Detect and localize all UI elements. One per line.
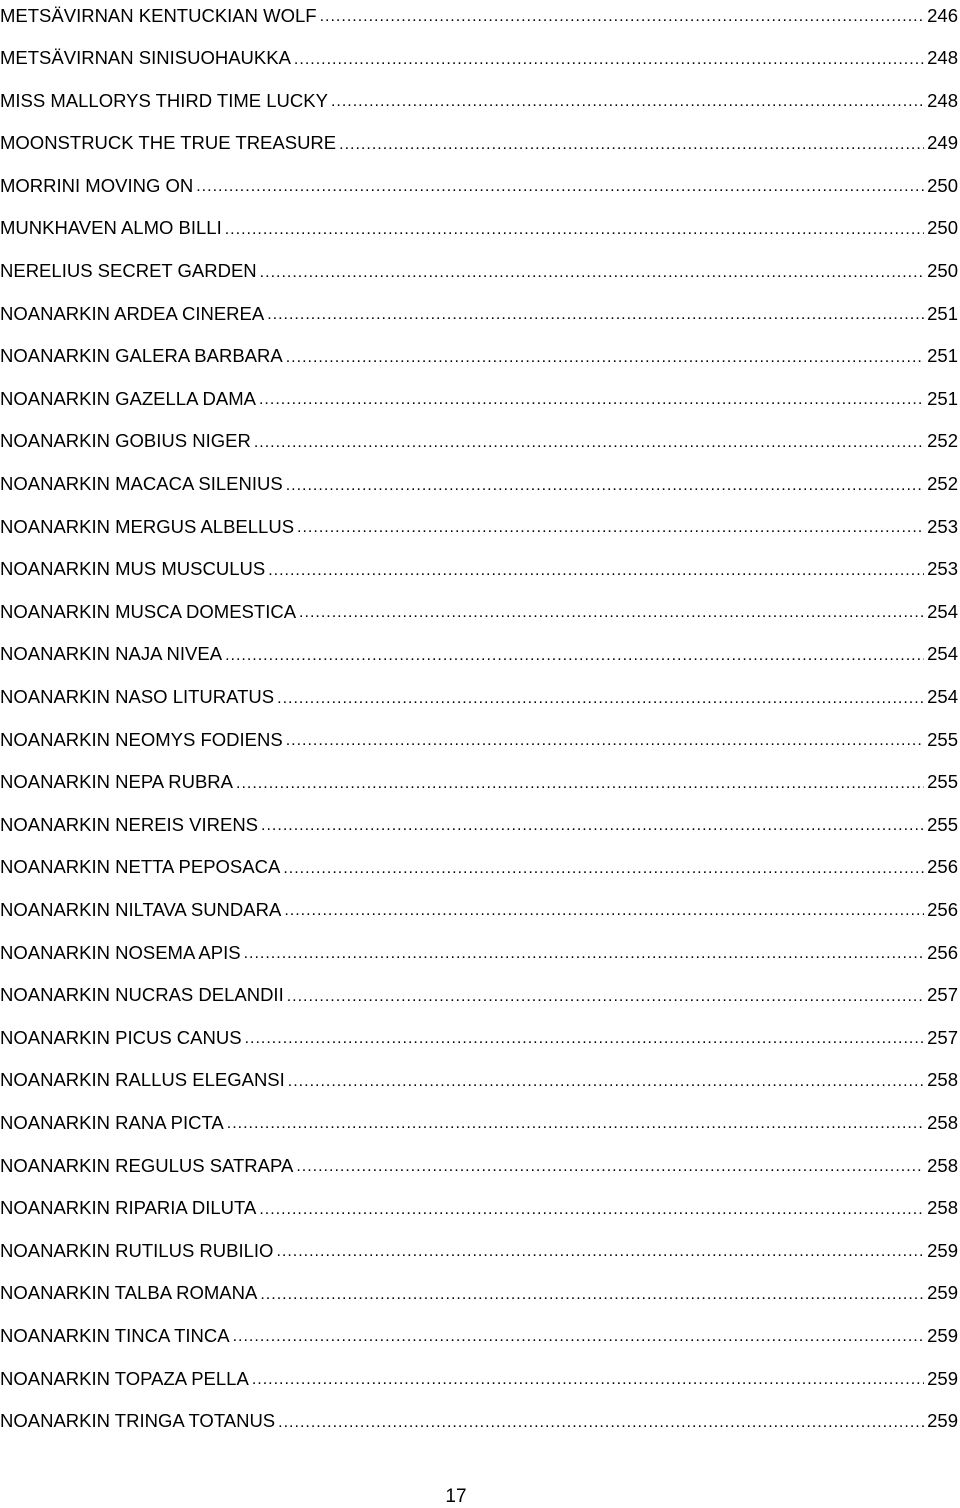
toc-entry-page-number: 259	[927, 1410, 958, 1432]
dot-leader	[233, 1329, 925, 1349]
dot-leader	[299, 605, 924, 625]
toc-entry-title: NOANARKIN RALLUS ELEGANSI	[0, 1069, 285, 1091]
toc-entry-page-number: 250	[927, 174, 958, 196]
toc-entry[interactable]	[0, 1349, 958, 1392]
toc-entry[interactable]	[0, 72, 958, 115]
toc-entry[interactable]	[0, 1307, 958, 1350]
toc-entry[interactable]	[0, 1136, 958, 1179]
toc-entry-title: NOANARKIN TALBA ROMANA	[0, 1282, 258, 1304]
toc-entry[interactable]	[0, 1179, 958, 1222]
toc-entry[interactable]	[0, 1009, 958, 1052]
toc-entry-page-number: 255	[927, 728, 958, 750]
toc-entry-page-number: 252	[927, 473, 958, 495]
dot-leader	[260, 1287, 924, 1307]
dot-leader	[244, 946, 925, 966]
toc-entry-title: NOANARKIN NEREIS VIRENS	[0, 813, 259, 835]
toc-entry[interactable]	[0, 625, 958, 668]
toc-entry-page-number: 254	[927, 600, 958, 622]
toc-entry-title: NOANARKIN MUSCA DOMESTICA	[0, 600, 297, 622]
toc-entry-page-number: 253	[927, 558, 958, 580]
toc-entry-page-number: 256	[927, 856, 958, 878]
toc-entry-page-number: 252	[927, 430, 958, 452]
dot-leader	[260, 265, 924, 285]
dot-leader	[320, 9, 925, 29]
toc-entry-title: NOANARKIN NILTAVA SUNDARA	[0, 898, 282, 920]
dot-leader	[284, 903, 924, 923]
toc-entry-title: MOONSTRUCK THE TRUE TREASURE	[0, 132, 337, 154]
toc-entry-title: METSÄVIRNAN KENTUCKIAN WOLF	[0, 4, 317, 26]
toc-entry-page-number: 250	[927, 217, 958, 239]
toc-entry-title: NOANARKIN MUS MUSCULUS	[0, 558, 266, 580]
toc-entry[interactable]	[0, 1392, 958, 1435]
toc-entry-title: NOANARKIN TINCA TINCA	[0, 1324, 230, 1346]
toc-entry[interactable]	[0, 327, 958, 370]
toc-entry[interactable]	[0, 838, 958, 881]
toc-entry-page-number: 257	[927, 984, 958, 1006]
toc-entry-page-number: 251	[927, 387, 958, 409]
toc-entry[interactable]	[0, 157, 958, 200]
toc-entry-page-number: 253	[927, 515, 958, 537]
toc-entry-title: NOANARKIN GOBIUS NIGER	[0, 430, 251, 452]
dot-leader	[288, 1074, 924, 1094]
dot-leader	[261, 818, 924, 838]
toc-entry-page-number: 259	[927, 1282, 958, 1304]
toc-entry[interactable]	[0, 711, 958, 754]
toc-entry-title: NOANARKIN NETTA PEPOSACA	[0, 856, 281, 878]
toc-entry[interactable]	[0, 540, 958, 583]
toc-entry-title: NOANARKIN NUCRAS DELANDII	[0, 984, 284, 1006]
toc-entry[interactable]	[0, 0, 958, 29]
toc-entry[interactable]	[0, 29, 958, 72]
toc-entry-title: MORRINI MOVING ON	[0, 174, 194, 196]
toc-entry[interactable]	[0, 966, 958, 1009]
toc-entry[interactable]	[0, 370, 958, 413]
toc-entry-page-number: 246	[927, 4, 958, 26]
toc-entry-page-number: 248	[927, 47, 958, 69]
toc-entry-page-number: 250	[927, 260, 958, 282]
toc-entry-title: NOANARKIN RIPARIA DILUTA	[0, 1197, 257, 1219]
toc-entry[interactable]	[0, 668, 958, 711]
toc-entry-page-number: 258	[927, 1197, 958, 1219]
toc-entry[interactable]	[0, 923, 958, 966]
toc-entry-title: MUNKHAVEN ALMO BILLI	[0, 217, 222, 239]
toc-entry-title: METSÄVIRNAN SINISUOHAUKKA	[0, 47, 291, 69]
dot-leader	[331, 94, 924, 114]
dot-leader	[276, 1244, 924, 1264]
toc-entry[interactable]	[0, 583, 958, 626]
dot-leader	[259, 392, 924, 412]
dot-leader	[296, 1159, 924, 1179]
toc-entry[interactable]	[0, 1051, 958, 1094]
toc-entry-page-number: 259	[927, 1367, 958, 1389]
dot-leader	[254, 435, 924, 455]
toc-entry-title: NOANARKIN MACACA SILENIUS	[0, 473, 283, 495]
toc-entry[interactable]	[0, 199, 958, 242]
dot-leader	[268, 563, 924, 583]
toc-entry-title: NOANARKIN NEPA RUBRA	[0, 771, 234, 793]
toc-entry-title: NOANARKIN RUTILUS RUBILIO	[0, 1239, 274, 1261]
toc-entry-page-number: 258	[927, 1154, 958, 1176]
toc-entry-page-number: 257	[927, 1026, 958, 1048]
toc-entry-title: NOANARKIN GALERA BARBARA	[0, 345, 283, 367]
dot-leader	[287, 989, 924, 1009]
dot-leader	[196, 179, 924, 199]
page-number: 17	[445, 1486, 467, 1507]
toc-entry[interactable]	[0, 796, 958, 839]
toc-entry[interactable]	[0, 753, 958, 796]
dot-leader	[339, 137, 924, 157]
toc-entry-page-number: 259	[927, 1324, 958, 1346]
toc-entry[interactable]	[0, 455, 958, 498]
toc-entry-page-number: 254	[927, 686, 958, 707]
dot-leader	[277, 691, 924, 711]
toc-entry-page-number: 249	[927, 132, 958, 154]
toc-entry-page-number: 251	[927, 345, 958, 367]
toc-entry-page-number: 248	[927, 89, 958, 111]
toc-entry-page-number: 256	[927, 898, 958, 920]
toc-entry-page-number: 255	[927, 813, 958, 835]
toc-entry[interactable]	[0, 114, 958, 157]
toc-entry-title: NOANARKIN RANA PICTA	[0, 1111, 224, 1133]
toc-entry[interactable]	[0, 498, 958, 541]
toc-entry-page-number: 258	[927, 1111, 958, 1133]
toc-entry-page-number: 258	[927, 1069, 958, 1091]
dot-leader	[245, 1031, 925, 1051]
toc-entry-page-number: 254	[927, 643, 958, 665]
dot-leader	[286, 478, 924, 498]
toc-entry-title: NOANARKIN NEOMYS FODIENS	[0, 728, 283, 750]
toc-entry-title: NOANARKIN NOSEMA APIS	[0, 941, 241, 963]
toc-entry-title: NOANARKIN MERGUS ALBELLUS	[0, 515, 295, 537]
dot-leader	[297, 520, 924, 540]
toc-entry-title: NOANARKIN ARDEA CINEREA	[0, 302, 265, 324]
toc-entry[interactable]	[0, 1222, 958, 1265]
dot-leader	[225, 222, 924, 242]
toc-entry-title: NOANARKIN PICUS CANUS	[0, 1026, 242, 1048]
toc-entry[interactable]	[0, 1094, 958, 1137]
dot-leader	[227, 1116, 924, 1136]
dot-leader	[225, 648, 924, 668]
toc-entry-title: NOANARKIN TOPAZA PELLA	[0, 1367, 249, 1389]
dot-leader	[267, 307, 924, 327]
toc-entry-page-number: 251	[927, 302, 958, 324]
dot-leader	[283, 861, 924, 881]
toc-entry-page-number: 255	[927, 771, 958, 793]
toc-entry-title: NOANARKIN GAZELLA DAMA	[0, 387, 256, 409]
toc-entry[interactable]	[0, 242, 958, 285]
toc-entry[interactable]	[0, 1264, 958, 1307]
toc-entry[interactable]	[0, 881, 958, 924]
toc-entry-title: NERELIUS SECRET GARDEN	[0, 260, 257, 282]
dot-leader	[259, 1202, 924, 1222]
toc-entry-title: NOANARKIN NAJA NIVEA	[0, 643, 223, 665]
toc-entry[interactable]	[0, 285, 958, 328]
toc-entry[interactable]	[0, 412, 958, 455]
toc-entry-title: NOANARKIN TRINGA TOTANUS	[0, 1410, 276, 1432]
toc-entry-title: MISS MALLORYS THIRD TIME LUCKY	[0, 89, 328, 111]
toc-entry-title: NOANARKIN NASO LITURATUS	[0, 686, 275, 707]
toc-entry-title: NOANARKIN REGULUS SATRAPA	[0, 1154, 294, 1176]
dot-leader	[286, 733, 924, 753]
dot-leader	[252, 1372, 924, 1392]
dot-leader	[236, 776, 924, 796]
toc-entry-page-number: 259	[927, 1239, 958, 1261]
dot-leader	[278, 1415, 924, 1435]
dot-leader	[286, 350, 924, 370]
toc-entry-page-number: 256	[927, 941, 958, 963]
dot-leader	[294, 52, 924, 72]
